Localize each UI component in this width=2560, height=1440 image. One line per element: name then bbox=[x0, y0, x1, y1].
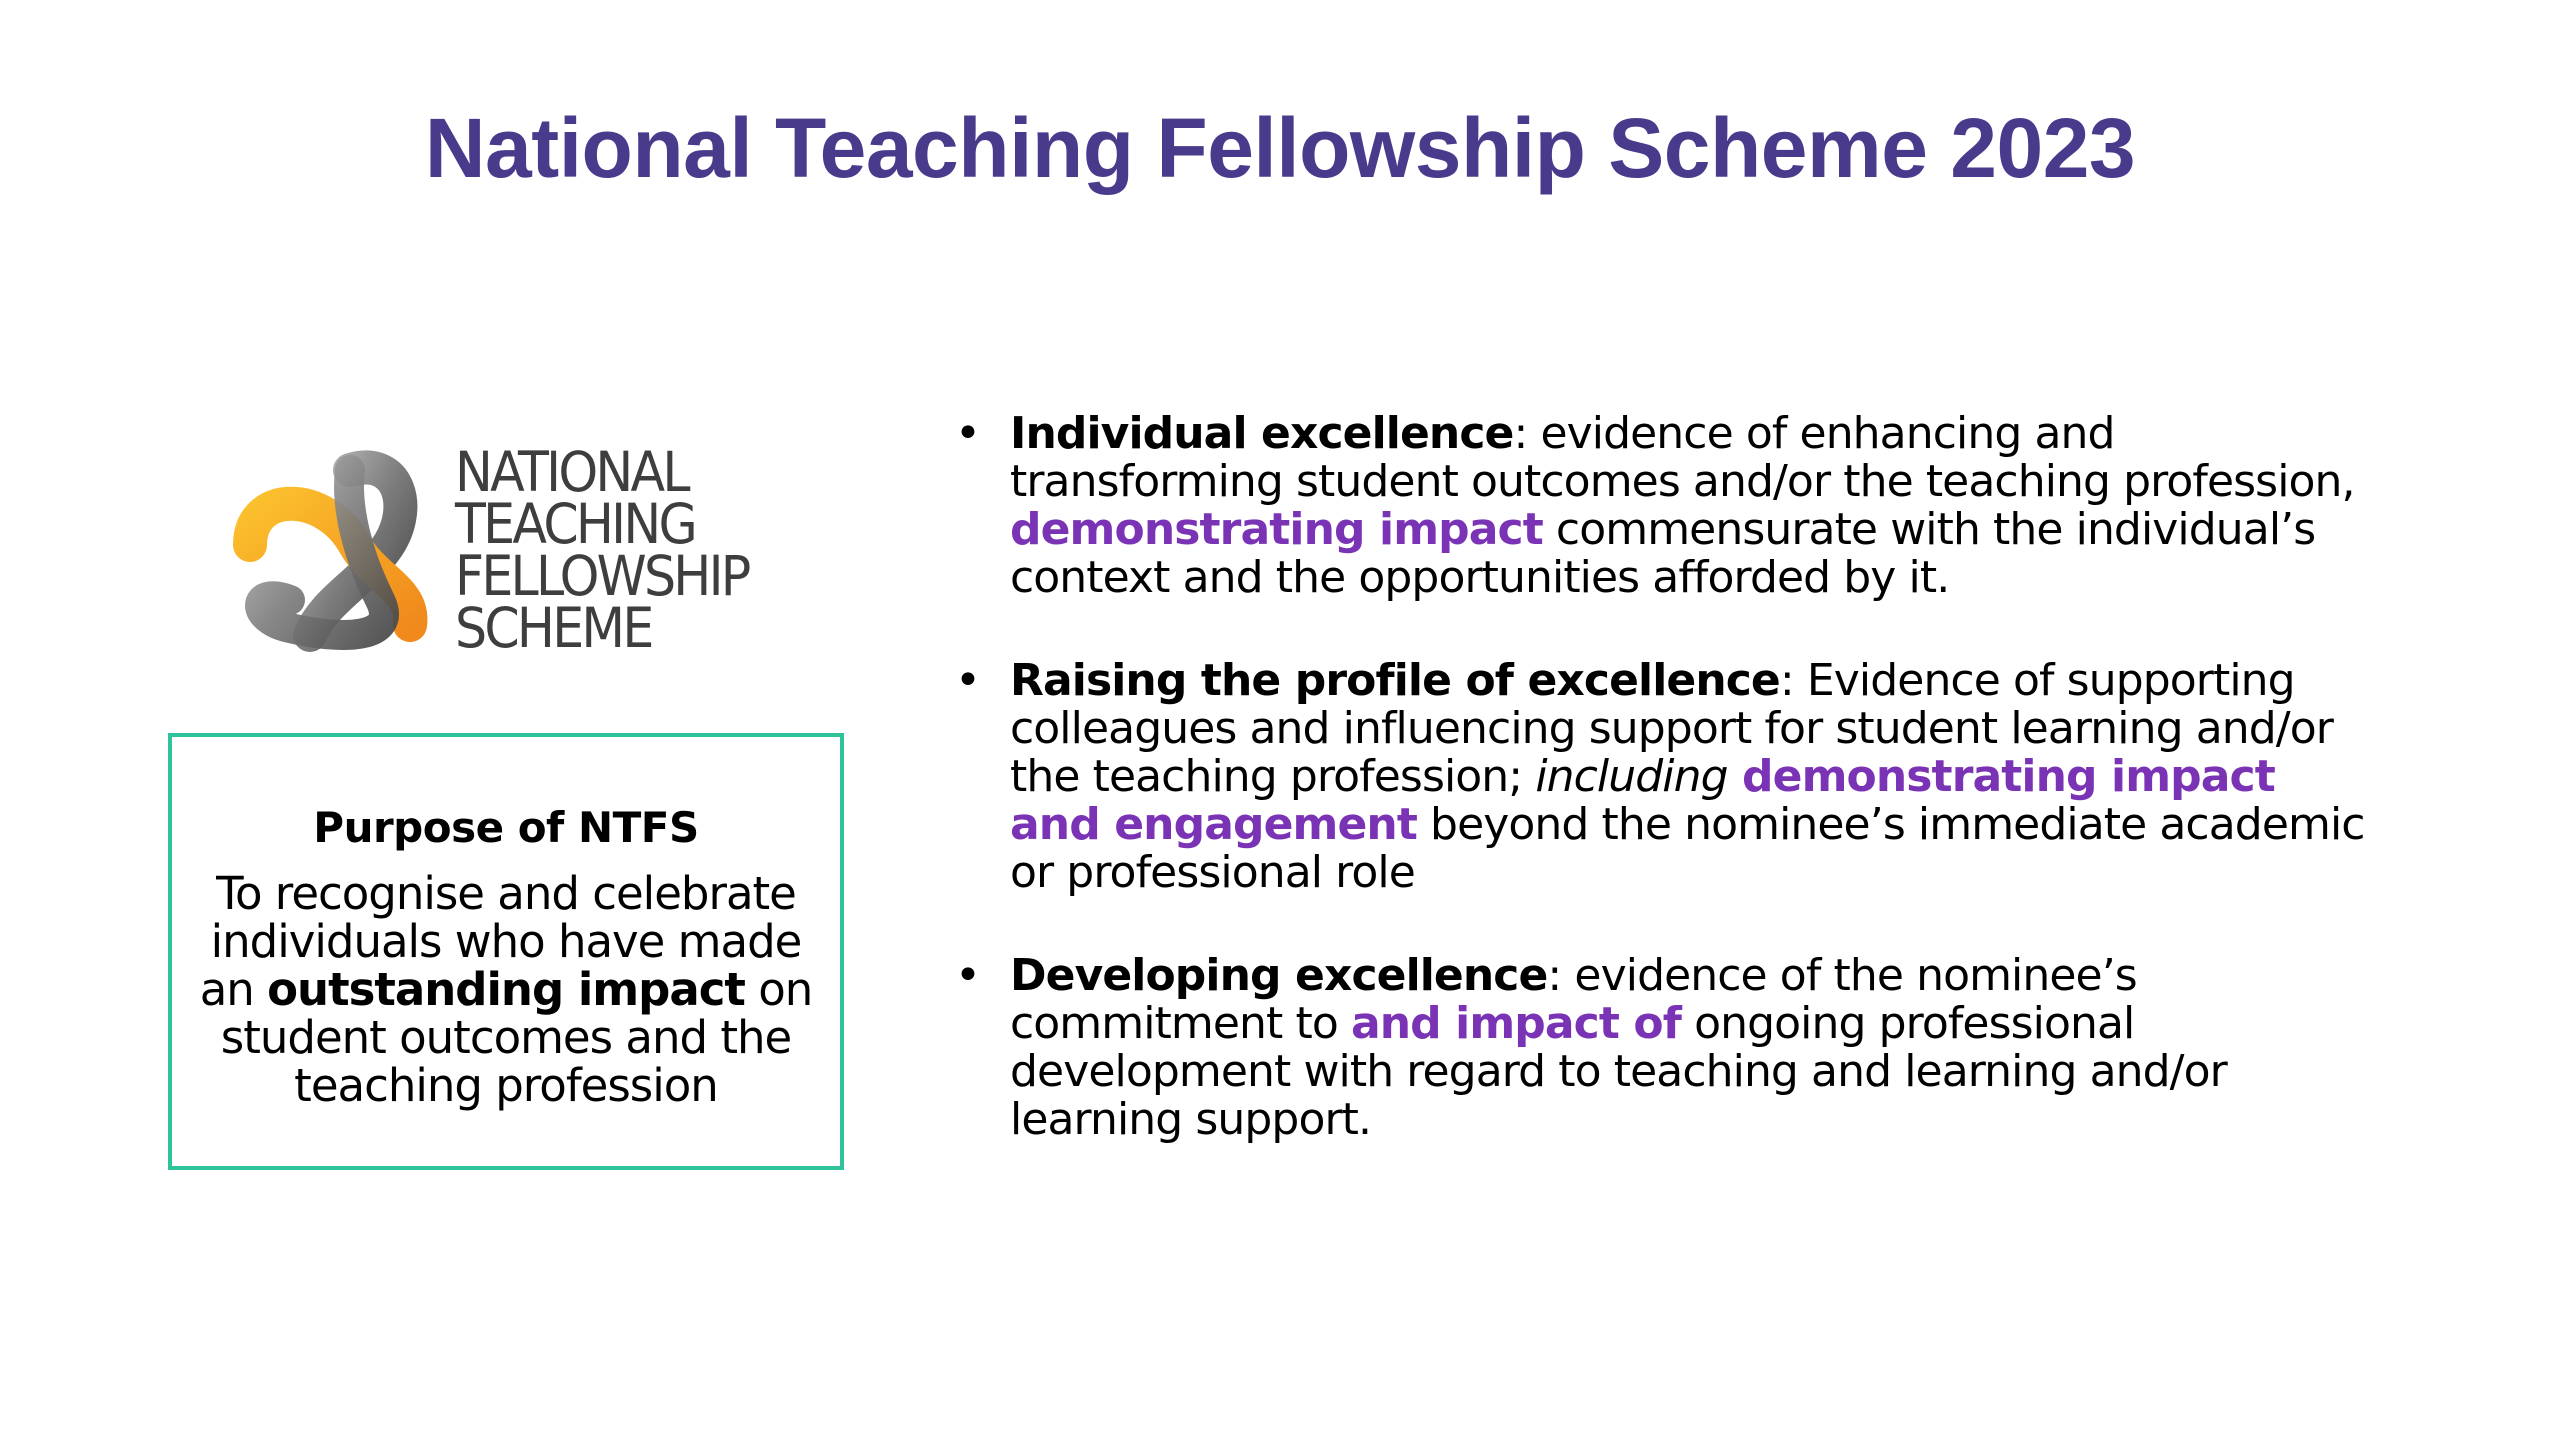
criteria-bold: Developing excellence bbox=[1010, 950, 1548, 1001]
purpose-heading: Purpose of NTFS bbox=[313, 803, 699, 852]
criteria-item-individual bbox=[955, 410, 2375, 602]
criteria-highlight: and impact of bbox=[1350, 998, 1681, 1049]
purpose-text-before: To recognise and celebrate individuals who have made an bbox=[199, 867, 802, 1016]
criteria-text: : evidence of enhancing and transforming student outcomes and/or the teaching profession, bbox=[1010, 408, 2355, 507]
bullet-icon: • bbox=[955, 655, 981, 706]
criteria-text: beyond the nominee’s immediate academic or professional role bbox=[1010, 799, 2365, 898]
criteria-text: ongoing professional development with regard to teaching and learning and/or learning support. bbox=[1010, 998, 2227, 1145]
criteria-highlight: demonstrating impact and engagement bbox=[1010, 751, 2275, 850]
criteria-bold: Individual excellence bbox=[1010, 408, 1514, 459]
knot-logo-icon bbox=[230, 450, 440, 660]
purpose-text-after: on student outcomes and the teaching profession bbox=[220, 963, 813, 1112]
bullet-icon: • bbox=[955, 408, 981, 459]
criteria-highlight: demonstrating impact bbox=[1010, 504, 1543, 555]
bullet-icon: • bbox=[955, 950, 981, 1001]
criteria-item-developing bbox=[955, 952, 2375, 1144]
ntfs-logo bbox=[230, 440, 790, 670]
purpose-text bbox=[188, 867, 824, 1112]
criteria-italic: including bbox=[1535, 751, 1728, 802]
logo-line: NATIONAL bbox=[455, 440, 688, 504]
logo-line: SCHEME bbox=[455, 596, 652, 660]
slide-title: National Teaching Fellowship Scheme 2023 bbox=[424, 101, 2136, 195]
logo-line: FELLOWSHIP bbox=[455, 544, 749, 608]
criteria-item-raising-profile bbox=[955, 657, 2375, 897]
criteria-text: : evidence of the nominee’s commitment to bbox=[1010, 950, 2137, 1049]
purpose-text-bold: outstanding impact bbox=[267, 963, 745, 1016]
criteria-list bbox=[955, 410, 2375, 1199]
logo-wordmark bbox=[455, 440, 749, 660]
criteria-bold: Raising the profile of excellence bbox=[1010, 655, 1780, 706]
purpose-box bbox=[168, 733, 844, 1170]
logo-line: TEACHING bbox=[455, 492, 695, 556]
criteria-text: : Evidence of supporting colleagues and influencing support for student learning and/or the teaching profession; bbox=[1010, 655, 2333, 802]
criteria-text: commensurate with the individual’s context and the opportunities afforded by it. bbox=[1010, 504, 2316, 603]
